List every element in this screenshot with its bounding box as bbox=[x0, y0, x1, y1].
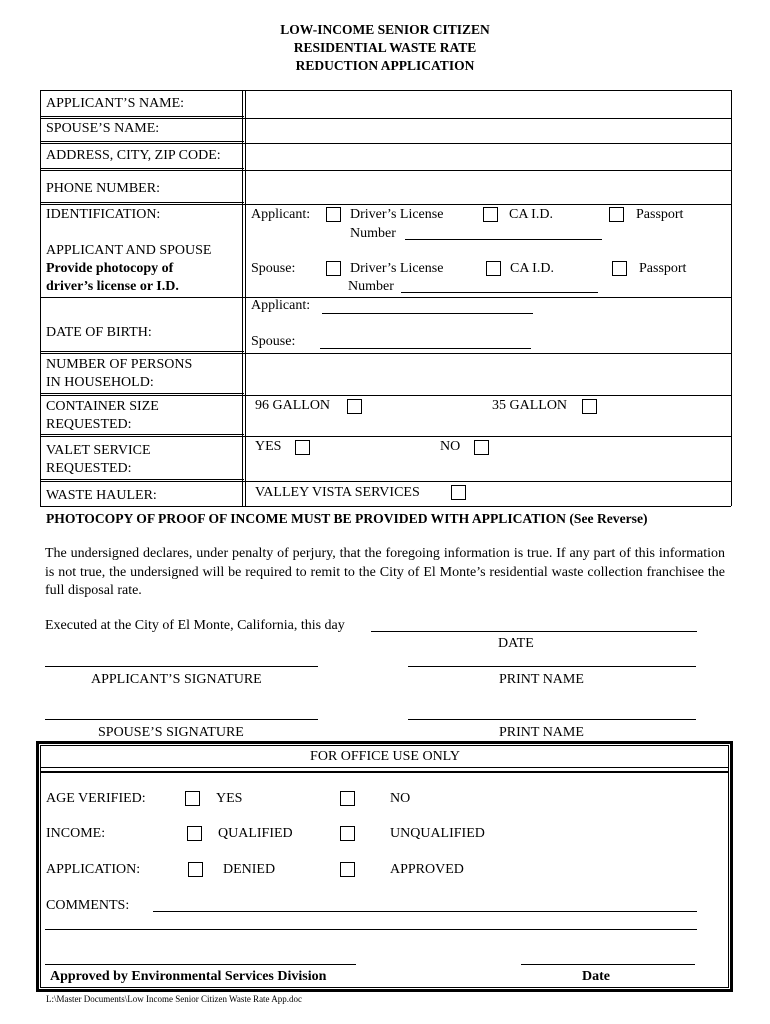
document-path-footer: L:\Master Documents\Low Income Senior Citizen Waste Rate App.doc bbox=[46, 994, 303, 1004]
income-label: INCOME: bbox=[46, 826, 106, 841]
approval-signature-line[interactable] bbox=[45, 964, 356, 965]
applicant-number-label: Number bbox=[350, 226, 396, 241]
id-spouse-label: Spouse: bbox=[251, 261, 296, 276]
title-line-2: RESIDENTIAL WASTE RATE bbox=[293, 40, 477, 55]
office-use-header: FOR OFFICE USE ONLY bbox=[310, 749, 460, 764]
spouse-signature-line[interactable] bbox=[45, 719, 318, 720]
spouse-passport-label: Passport bbox=[639, 261, 687, 276]
valet-yes-label: YES bbox=[255, 439, 282, 454]
spouse-drivers-license-label: Driver’s License bbox=[350, 261, 444, 276]
valet-no-label: NO bbox=[440, 439, 461, 454]
applicant-ca-id-checkbox[interactable] bbox=[483, 207, 498, 222]
approval-date-label: Date bbox=[582, 969, 610, 984]
print-name-line-1[interactable] bbox=[408, 666, 696, 667]
gallon-35-label: 35 GALLON bbox=[492, 398, 568, 413]
title-line-3: REDUCTION APPLICATION bbox=[295, 58, 475, 73]
persons-label-1: NUMBER OF PERSONS bbox=[46, 357, 193, 372]
comments-label: COMMENTS: bbox=[46, 898, 130, 913]
spouse-ca-id-checkbox[interactable] bbox=[486, 261, 501, 276]
age-yes-label: YES bbox=[216, 791, 243, 806]
valet-yes-checkbox[interactable] bbox=[295, 440, 310, 455]
spouse-passport-checkbox[interactable] bbox=[612, 261, 627, 276]
print-name-line-2[interactable] bbox=[408, 719, 696, 720]
proof-of-income-notice: PHOTOCOPY OF PROOF OF INCOME MUST BE PROVIDED WITH APPLICATION (See Reverse) bbox=[46, 511, 648, 526]
age-no-checkbox[interactable] bbox=[340, 791, 355, 806]
dob-spouse-label: Spouse: bbox=[251, 334, 296, 349]
declaration-text: The undersigned declares, under penalty of perjury, that the foregoing information is true. If any part of this information is not true, the undersigned will be required to remit to the City of El Monte’s residential waste collection franchisee the full disposal rate. bbox=[45, 546, 725, 598]
title-line-1: LOW-INCOME SENIOR CITIZEN bbox=[280, 22, 490, 37]
container-label-2: REQUESTED: bbox=[46, 417, 132, 432]
applicant-name-label: APPLICANT’S NAME: bbox=[46, 96, 185, 111]
id-applicant-label: Applicant: bbox=[251, 207, 311, 222]
hauler-name: VALLEY VISTA SERVICES bbox=[255, 485, 420, 500]
dob-spouse-line[interactable] bbox=[320, 348, 531, 349]
income-qualified-label: QUALIFIED bbox=[218, 826, 293, 841]
gallon-35-checkbox[interactable] bbox=[582, 399, 597, 414]
hauler-checkbox[interactable] bbox=[451, 485, 466, 500]
applicant-and-spouse-label: APPLICANT AND SPOUSE bbox=[46, 243, 212, 258]
applicant-license-number-line[interactable] bbox=[405, 239, 602, 240]
container-label-1: CONTAINER SIZE bbox=[46, 399, 159, 414]
applicant-passport-checkbox[interactable] bbox=[609, 207, 624, 222]
application-label: APPLICATION: bbox=[46, 862, 141, 877]
applicant-signature-line[interactable] bbox=[45, 666, 318, 667]
photocopy-note-1: Provide photocopy of bbox=[46, 261, 174, 276]
age-verified-label: AGE VERIFIED: bbox=[46, 791, 146, 806]
phone-label: PHONE NUMBER: bbox=[46, 181, 160, 196]
approval-date-line[interactable] bbox=[521, 964, 695, 965]
print-name-label-2: PRINT NAME bbox=[499, 725, 584, 740]
execution-date-line[interactable] bbox=[371, 631, 697, 632]
executed-text: Executed at the City of El Monte, California, this day bbox=[45, 618, 345, 633]
income-unqualified-label: UNQUALIFIED bbox=[390, 826, 485, 841]
spouse-name-label: SPOUSE’S NAME: bbox=[46, 121, 160, 136]
application-approved-label: APPROVED bbox=[390, 862, 464, 877]
application-denied-label: DENIED bbox=[223, 862, 276, 877]
gallon-96-checkbox[interactable] bbox=[347, 399, 362, 414]
spouse-signature-label: SPOUSE’S SIGNATURE bbox=[98, 725, 244, 740]
persons-label-2: IN HOUSEHOLD: bbox=[46, 375, 154, 390]
age-yes-checkbox[interactable] bbox=[185, 791, 200, 806]
spouse-license-number-line[interactable] bbox=[401, 292, 598, 293]
application-approved-checkbox[interactable] bbox=[340, 862, 355, 877]
applicant-drivers-license-checkbox[interactable] bbox=[326, 207, 341, 222]
spouse-ca-id-label: CA I.D. bbox=[510, 261, 554, 276]
comments-line-1[interactable] bbox=[153, 911, 697, 912]
income-unqualified-checkbox[interactable] bbox=[340, 826, 355, 841]
income-qualified-checkbox[interactable] bbox=[187, 826, 202, 841]
spouse-number-label: Number bbox=[348, 279, 394, 294]
photocopy-note-2: driver’s license or I.D. bbox=[46, 279, 179, 294]
applicant-drivers-license-label: Driver’s License bbox=[350, 207, 444, 222]
valet-label-1: VALET SERVICE bbox=[46, 443, 151, 458]
dob-applicant-line[interactable] bbox=[322, 313, 533, 314]
print-name-label-1: PRINT NAME bbox=[499, 672, 584, 687]
applicant-passport-label: Passport bbox=[636, 207, 684, 222]
approved-by-label: Approved by Environmental Services Division bbox=[50, 969, 327, 984]
comments-line-2[interactable] bbox=[45, 929, 697, 930]
dob-applicant-label: Applicant: bbox=[251, 298, 311, 313]
address-label: ADDRESS, CITY, ZIP CODE: bbox=[46, 148, 221, 163]
gallon-96-label: 96 GALLON bbox=[255, 398, 331, 413]
applicant-ca-id-label: CA I.D. bbox=[509, 207, 553, 222]
applicant-signature-label: APPLICANT’S SIGNATURE bbox=[91, 672, 262, 687]
identification-label: IDENTIFICATION: bbox=[46, 207, 161, 222]
spouse-drivers-license-checkbox[interactable] bbox=[326, 261, 341, 276]
age-no-label: NO bbox=[390, 791, 411, 806]
valet-no-checkbox[interactable] bbox=[474, 440, 489, 455]
application-denied-checkbox[interactable] bbox=[188, 862, 203, 877]
date-label: DATE bbox=[498, 636, 534, 651]
waste-hauler-label: WASTE HAULER: bbox=[46, 488, 157, 503]
date-of-birth-label: DATE OF BIRTH: bbox=[46, 325, 152, 340]
valet-label-2: REQUESTED: bbox=[46, 461, 132, 476]
